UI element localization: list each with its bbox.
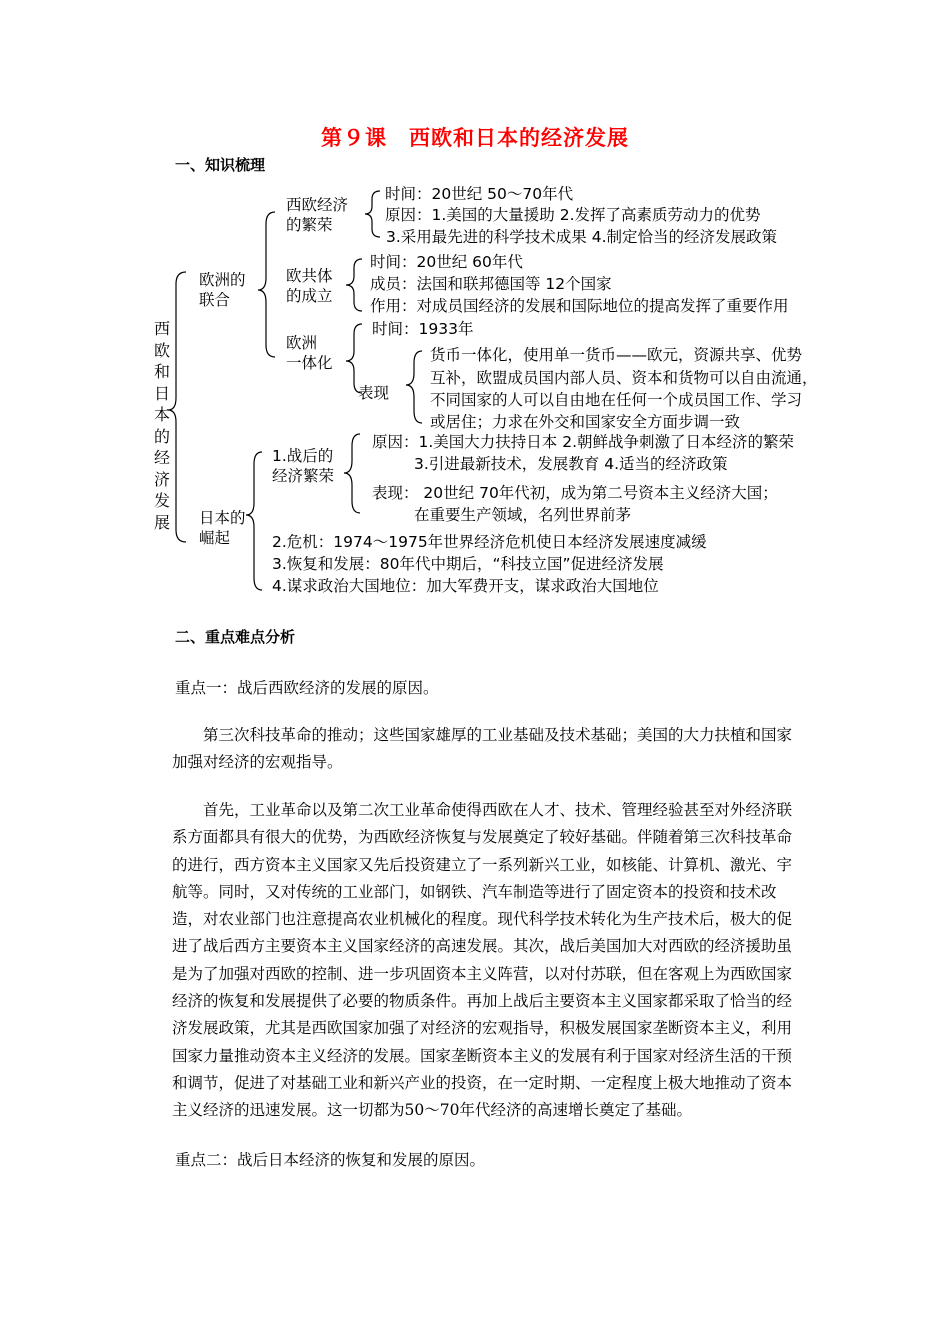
postwar-performance-b: 在重要生产领域，名列世界前茅 <box>414 506 632 524</box>
postwar-performance-a: 表现： 20世纪 70年代初，成为第二号资本主义经济大国； <box>372 484 778 502</box>
ec-label: 欧共体 的成立 <box>286 267 333 305</box>
diagram-root-label: 西欧和日本的经济发展 <box>153 319 170 532</box>
postwar-label: 1.战后的 经济繁荣 <box>272 447 335 485</box>
postwar-reasons-a: 原因：1.美国大力扶持日本 2.朝鲜战争刺激了日本经济的繁荣 <box>372 433 795 451</box>
section-heading-knowledge: 一、知识梳理 <box>175 156 266 174</box>
prosperity-label: 西欧经济 的繁荣 <box>286 196 349 234</box>
japan-recovery: 3.恢复和发展：80年代中期后，“科技立国”促进经济发展 <box>272 555 664 573</box>
performance-line: 货币一体化，使用单一货币——欧元，资源共享、优势 <box>430 346 803 364</box>
page-title: 第９课 西欧和日本的经济发展 <box>321 126 629 150</box>
postwar-reasons-b: 3.引进最新技术，发展教育 4.适当的经济政策 <box>414 455 728 473</box>
japan-label: 日本的 崛起 <box>199 509 246 547</box>
integration-performance-label: 表现 <box>358 384 390 402</box>
japan-brace <box>246 452 262 590</box>
integration-time: 时间：1933年 <box>372 320 474 338</box>
europe-brace <box>258 212 275 357</box>
paragraph-summary: 第三次科技革命的推动；这些国家雄厚的工业基础及技术基础；美国的大力扶植和国家加强对经济的宏观指导。 <box>172 726 793 772</box>
focus-one-heading: 重点一：战后西欧经济的发展的原因。 <box>175 679 439 697</box>
japan-political-status: 4.谋求政治大国地位：加大军费开支，谋求政治大国地位 <box>272 577 659 595</box>
europe-label: 欧洲的 联合 <box>199 271 246 309</box>
prosperity-time: 时间：20世纪 50～70年代 <box>385 185 574 203</box>
performance-brace <box>406 351 422 423</box>
prosperity-reasons-a: 原因：1.美国的大量援助 2.发挥了高素质劳动力的优势 <box>385 206 761 224</box>
prosperity-brace <box>365 191 380 237</box>
japan-crisis: 2.危机：1974～1975年世界经济危机使日本经济发展速度减缓 <box>272 533 707 551</box>
section-heading-analysis: 二、重点难点分析 <box>175 628 296 646</box>
integration-label: 欧洲 一体化 <box>286 334 333 372</box>
focus-two-heading: 重点二：战后日本经济的恢复和发展的原因。 <box>175 1151 486 1169</box>
ec-role: 作用：对成员国经济的发展和国际地位的提高发挥了重要作用 <box>370 297 789 315</box>
performance-line: 互补，欧盟成员国内部人员、资本和货物可以自由流通， <box>430 369 818 387</box>
performance-line: 不同国家的人可以自由地在任何一个成员国工作、学习 <box>430 391 803 409</box>
paragraph-analysis: 首先，工业革命以及第二次工业革命使得西欧在人才、技术、管理经验甚至对外经济联系方面都具有很大的优势，为西欧经济恢复与发展奠定了较好基础。伴随着第三次科技革命的进行，西方资本主义国家又先后投资建立了一系列新兴工业，如核能、计算机、激光、宇航等。同时，又对传统的工业部门，如钢铁、汽车制造等进行了固定资本的投资和技术改造，对农业部门也注意提高农业机械化的程度。现代科学技术转化为生产技术后，极大的促进了战后西方主要资本主义国家经济的高速发展。其次，战后美国加大对西欧的经济援助虽是为了加强对西欧的控制、进一步巩固资本主义阵营，以对付苏联，但在客观上为西欧国家经济的恢复和发展提供了必要的物质条件。再加上战后主要资本主义国家都采取了恰当的经济发展政策，尤其是西欧国家加强了对经济的宏观指导，积极发展国家垄断资本主义，利用国家力量推动资本主义经济的发展。国家垄断资本主义的发展有利于国家对经济生活的干预和调节，促进了对基础工业和新兴产业的投资，在一定时期、一定程度上极大地推动了资本主义经济的迅速发展。这一切都为50～70年代经济的高速增长奠定了基础。 <box>172 801 793 1120</box>
prosperity-reasons-b: 3.采用最先进的科学技术成果 4.制定恰当的经济发展政策 <box>386 228 778 246</box>
ec-members: 成员：法国和联邦德国等 12个国家 <box>370 275 612 293</box>
ec-brace <box>346 259 362 311</box>
postwar-brace <box>344 434 360 513</box>
ec-time: 时间：20世纪 60年代 <box>370 253 523 271</box>
performance-line: 或居住；力求在外交和国家安全方面步调一致 <box>430 413 741 431</box>
